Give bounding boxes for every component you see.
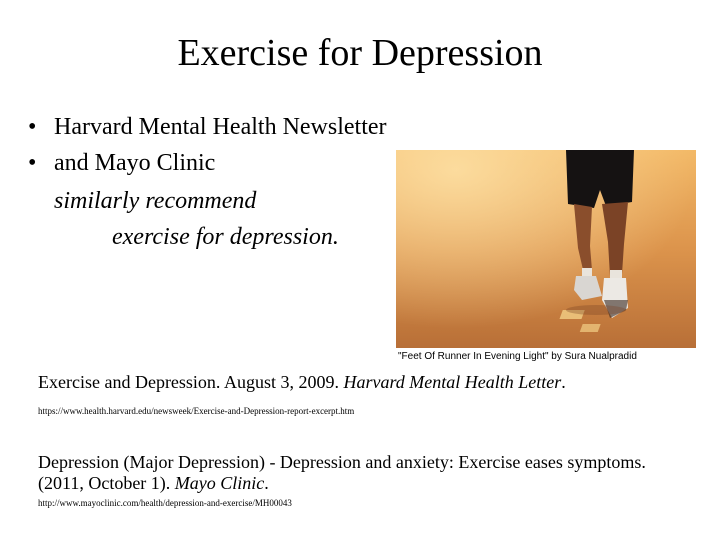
image-caption: "Feet Of Runner In Evening Light" by Sura Nualpradid [398, 351, 637, 362]
reference-source: Mayo Clinic [174, 473, 265, 493]
reference-link[interactable]: http://www.mayoclinic.com/health/depression-and-exercise/MH00043 [38, 498, 292, 508]
reference-source: Harvard Mental Health Letter [343, 372, 562, 392]
bullet-text: Harvard Mental Health Newsletter [54, 114, 387, 140]
reference-link[interactable]: https://www.health.harvard.edu/newsweek/Exercise-and-Depression-report-excerpt.htm [38, 406, 355, 416]
bullet-icon: • [28, 114, 37, 140]
bullet-item [28, 112, 387, 142]
runner-photo-icon [396, 150, 696, 348]
runner-photo [396, 150, 696, 348]
bullet-continuation: exercise for depression. [112, 224, 339, 250]
reference-citation: Depression (Major Depression) - Depression and anxiety: Exercise eases symptoms. (2011, October 1). Mayo Clinic. [38, 452, 646, 493]
slide-title: Exercise for Depression [177, 32, 543, 74]
reference-citation: Exercise and Depression. August 3, 2009. Harvard Mental Health Letter. [38, 372, 566, 392]
bullet-continuation: similarly recommend [54, 188, 257, 214]
bullet-item [28, 148, 215, 178]
bullet-text: and Mayo Clinic [54, 150, 216, 176]
bullet-icon: • [28, 150, 37, 176]
